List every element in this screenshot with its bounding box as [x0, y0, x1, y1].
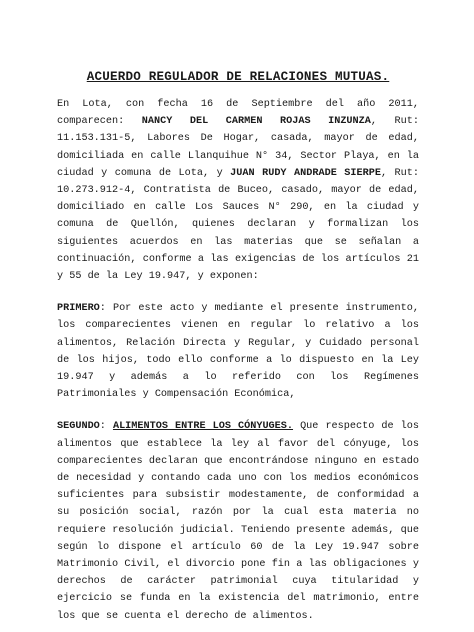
clause-segundo [57, 418, 419, 624]
clause-primero-label: PRIMERO [57, 303, 100, 315]
intro-text-2: , Rut: 11.153.131-5, Labores De Hogar, casada, mayor de edad, domiciliada en calle Llanquihue N° 34, Sector Playa, en la ciudad y comuna de Lota, y [57, 116, 419, 179]
party-name-1: NANCY DEL CARMEN ROJAS INZUNZA [141, 116, 371, 128]
clause-segundo-label: SEGUNDO [57, 421, 100, 433]
clause-segundo-text: Que respecto de los alimentos que establece la ley al favor del cónyuge, los comparecientes declaran que encontrándose ninguno en estado de necesidad y contando cada uno con los medios económicos suficientes para subsistir modestamente, de conformidad a su posición social, razón por la cual esta materia no requiere resolución judicial. Teniendo presente además, que según lo dispone el artículo 60 de la Ley 19.947 sobre Matrimonio Civil, el divorcio pone fin a las obligaciones y derechos de carácter patrimonial cuya titularidad y ejercicio se funda en la existencia del matrimonio, entre los que se cuenta el derecho de alimentos. [57, 421, 419, 622]
clause-segundo-sep: : [99, 421, 113, 433]
clause-segundo-heading: ALIMENTOS ENTRE LOS CÓNYUGES. [112, 421, 294, 433]
clause-primero [57, 300, 419, 403]
intro-paragraph [57, 96, 419, 285]
intro-text-3: , Rut: 10.273.912-4, Contratista de Buceo, casado, mayor de edad, domiciliado en calle Los Sauces N° 290, en la ciudad y comuna de Quellón, quienes declaran y formalizan los siguientes acuerdos en las materias que se señalan a continuación, conforme a las exigencias de los artículos 21 y 55 de la Ley 19.947, y exponen: [57, 167, 419, 283]
clause-primero-text: : Por este acto y mediante el presente instrumento, los comparecientes vienen en regular lo relativo a los alimentos, Relación Directa y Regular, y Cuidado personal de los hijos, todo ello conforme a lo dispuesto en la Ley 19.947 y además a lo referido con los Regímenes Patrimoniales y Compensación Económica, [57, 303, 419, 401]
intro-text-1: En Lota, con fecha 16 de Septiembre del año 2011, comparecen: [57, 99, 419, 128]
party-name-2: JUAN RUDY ANDRADE SIERPE [230, 167, 381, 179]
document-title: ACUERDO REGULADOR DE RELACIONES MUTUAS. [86, 70, 390, 84]
